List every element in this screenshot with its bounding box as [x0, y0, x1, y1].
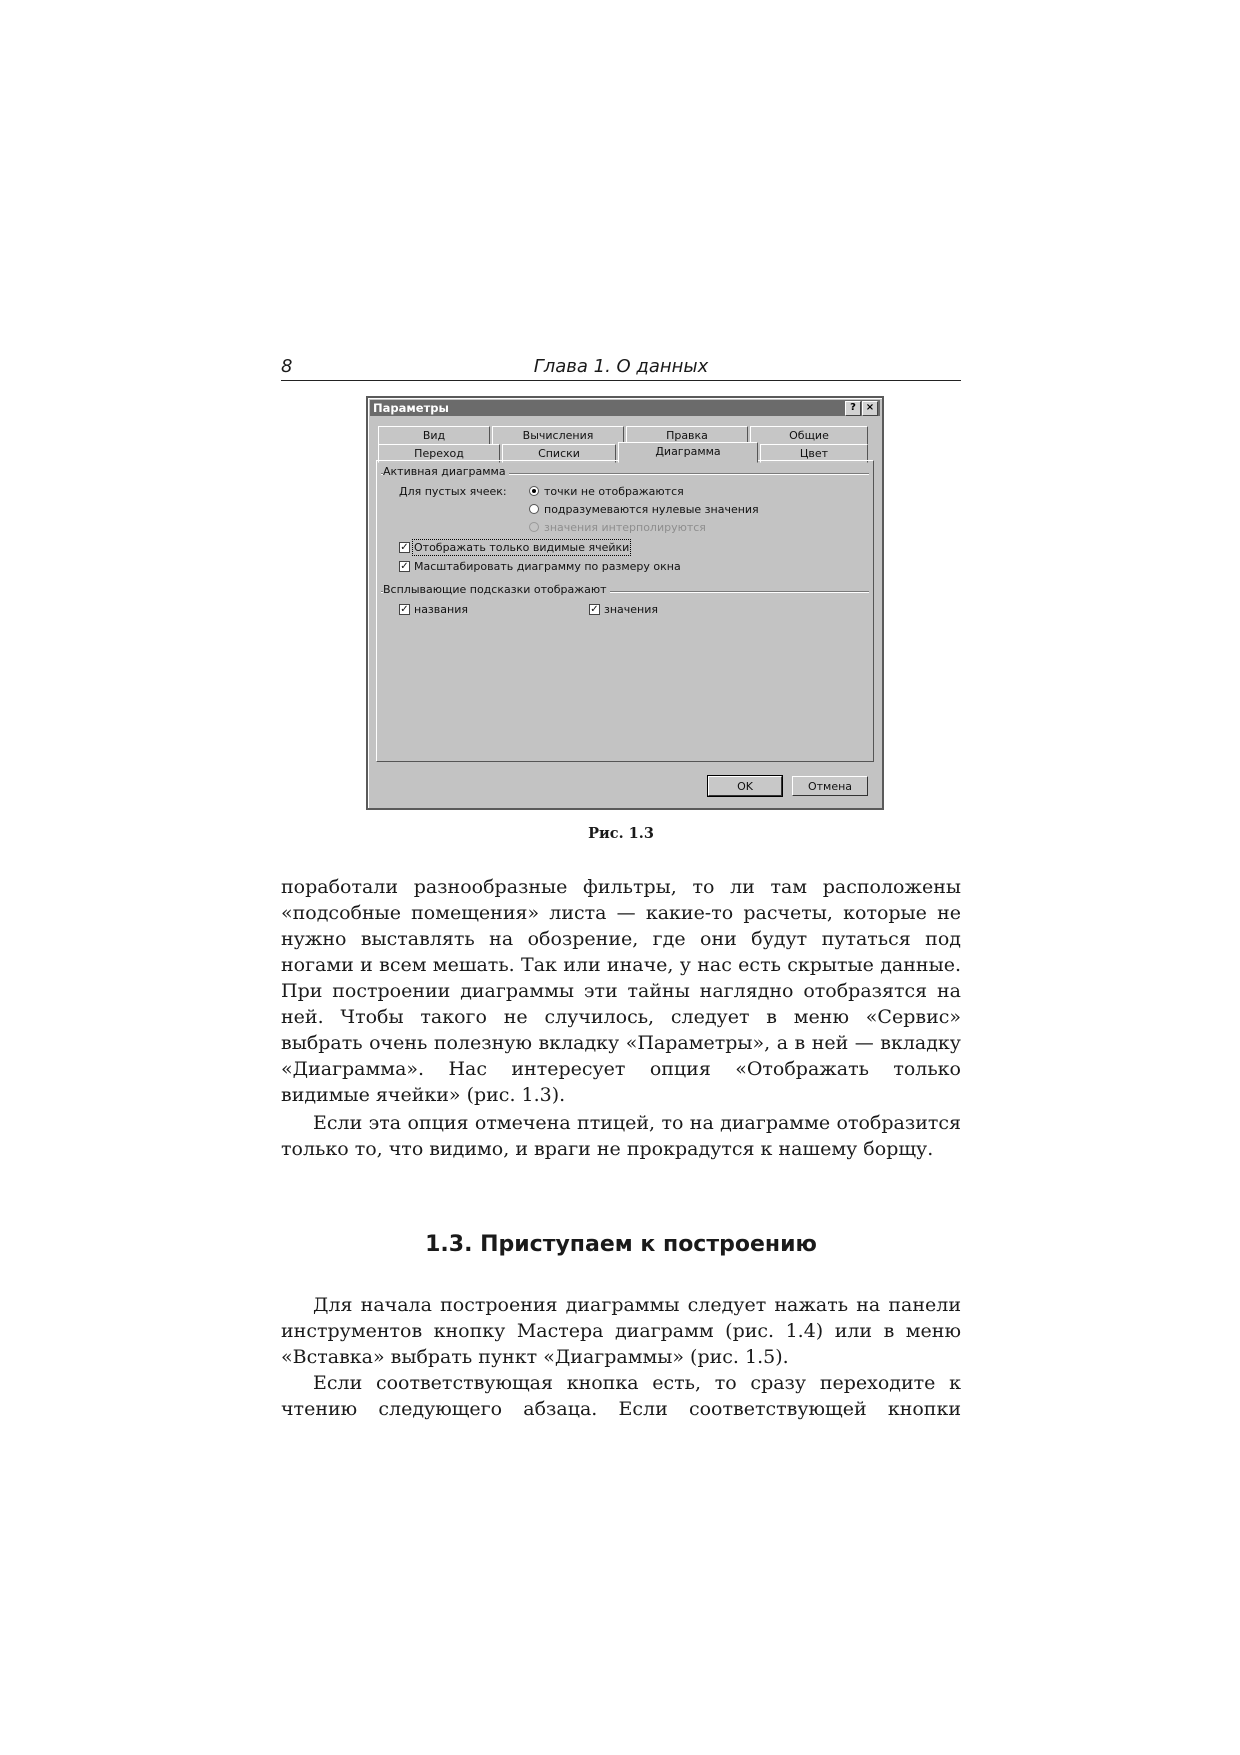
- figure-caption: Рис. 1.3: [588, 825, 654, 842]
- radio-zero-label: подразумеваются нулевые значения: [544, 503, 759, 516]
- tab-lists[interactable]: Списки: [502, 444, 616, 463]
- tab-calculation[interactable]: Вычисления: [492, 426, 624, 445]
- tooltips-group-label: Всплывающие подсказки отображают: [383, 583, 610, 596]
- tab-edit[interactable]: Правка: [626, 426, 748, 445]
- radio-not-plotted[interactable]: [529, 486, 539, 496]
- help-icon[interactable]: ?: [845, 401, 861, 416]
- active-chart-group-label: Активная диаграмма: [383, 465, 509, 478]
- paragraph: Если эта опция отмечена птицей, то на диаграмме отобразится только то, что видимо, и враги не прокрадутся к нашему борщу.: [281, 1112, 961, 1160]
- tab-transition[interactable]: Переход: [378, 444, 500, 463]
- ok-button[interactable]: OK: [708, 776, 782, 796]
- radio-interpolated-label: значения интерполируются: [544, 521, 706, 534]
- dialog-title: Параметры: [373, 401, 449, 415]
- dialog-titlebar: [370, 400, 880, 416]
- page-number: 8: [281, 356, 293, 377]
- radio-interpolated: [529, 522, 539, 532]
- paragraph: Для начала построения диаграммы следует нажать на панели инструментов кнопку Мастера диаграмм (рис. 1.4) или в меню «Вставка» выбрать пункт «Диаграммы» (рис. 1.5).: [281, 1294, 961, 1368]
- tab-view[interactable]: Вид: [378, 426, 490, 445]
- cancel-button[interactable]: Отмена: [792, 776, 868, 796]
- checkbox-scale-to-window-label: Масштабировать диаграмму по размеру окна: [414, 560, 681, 573]
- chart-tab-panel: [376, 460, 874, 762]
- checkbox-names-label: названия: [414, 603, 468, 616]
- close-icon[interactable]: ×: [862, 401, 878, 416]
- tab-chart[interactable]: Диаграмма: [618, 442, 758, 463]
- checkbox-values[interactable]: ✓: [590, 604, 599, 615]
- section-heading: 1.3. Приступаем к построению: [425, 1232, 817, 1257]
- radio-not-plotted-label: точки не отображаются: [544, 485, 684, 498]
- tab-color[interactable]: Цвет: [760, 444, 868, 463]
- running-header: [281, 352, 961, 381]
- empty-cells-label: Для пустых ячеек:: [399, 485, 507, 498]
- checkbox-scale-to-window[interactable]: ✓: [400, 561, 409, 572]
- checkbox-values-label: значения: [604, 603, 659, 616]
- checkbox-names[interactable]: ✓: [400, 604, 409, 615]
- checkbox-visible-cells-only-label: Отображать только видимые ячейки: [414, 541, 630, 554]
- tab-general[interactable]: Общие: [750, 426, 868, 445]
- chapter-title: Глава 1. О данных: [533, 356, 709, 377]
- checkbox-visible-cells-only[interactable]: ✓: [400, 542, 409, 553]
- options-dialog: [366, 396, 884, 810]
- radio-zero[interactable]: [529, 504, 539, 514]
- paragraph: поработали разнообразные фильтры, то ли там расположены «подсобные помещения» листа — какие-то расчеты, которые не нужно выставлять на обозрение, где они будут путаться под ногами и всем мешать. Так или иначе, у нас есть скрытые данные. При построении диаграммы эти тайны наглядно отобразятся на ней. Чтобы такого не случилось, следует в меню «Сервис» выбрать очень полезную вкладку «Параметры», а в ней — вкладку «Диаграмма». Нас интересует опция «Отображать только видимые ячейки» (рис. 1.3).: [281, 876, 961, 1106]
- paragraph: Если соответствующая кнопка есть, то сразу переходите к чтению следующего абзаца. Если соответствующей кнопки: [281, 1372, 961, 1420]
